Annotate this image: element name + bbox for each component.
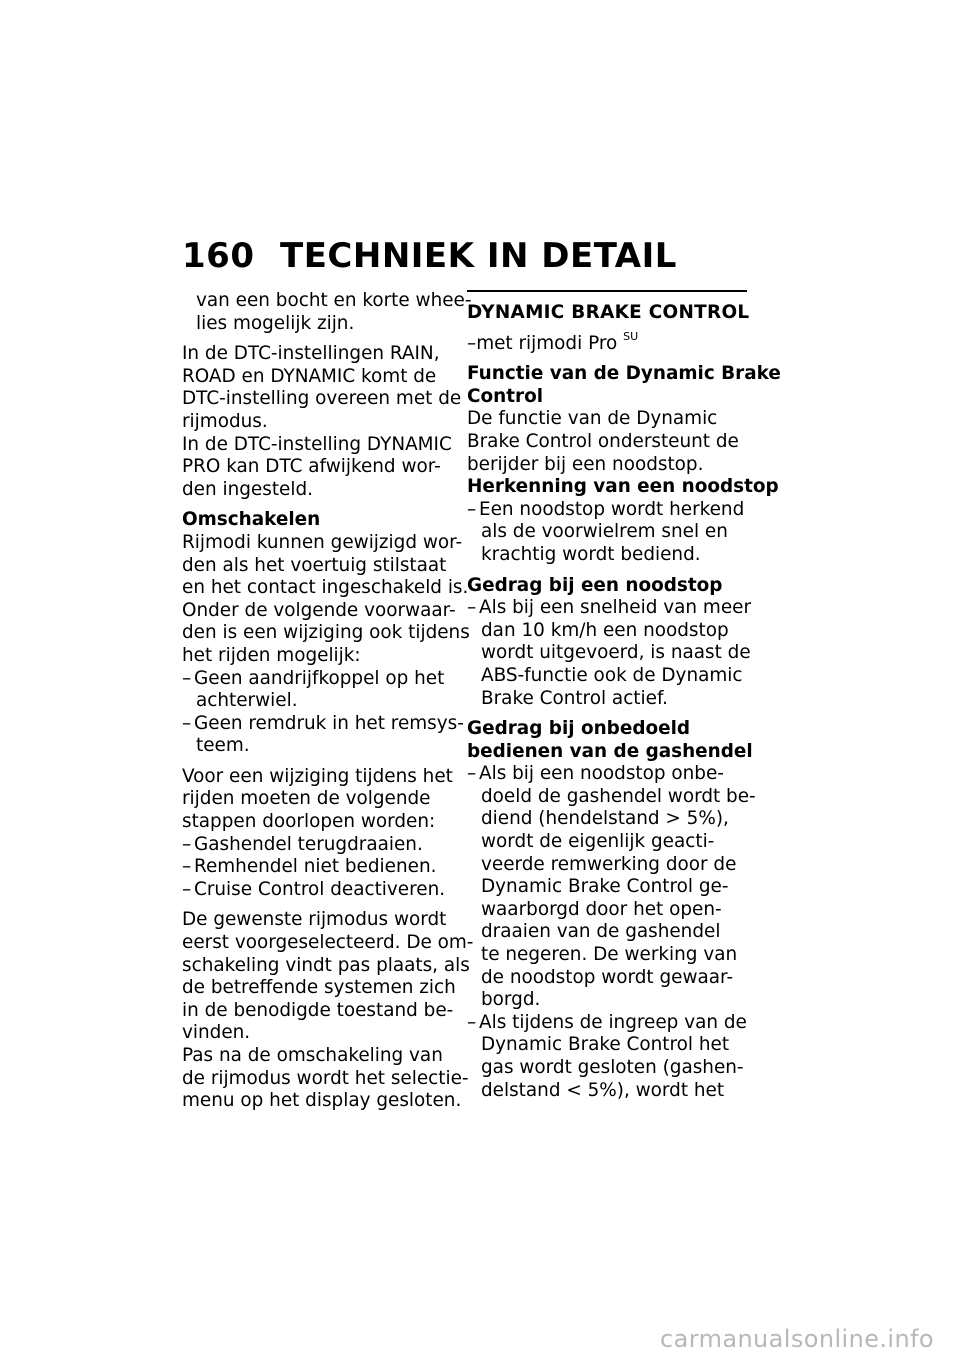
text-line: Rijmodi kunnen gewijzigd wor- xyxy=(182,531,463,553)
heading-functie: Functie van de Dynamic Brake xyxy=(467,363,781,385)
text-line: veerde remwerking door de xyxy=(481,853,737,875)
text-line: Remhendel niet bedienen. xyxy=(194,856,437,878)
text-line: Voor een wijziging tijdens het xyxy=(182,765,453,787)
text-line: Brake Control actief. xyxy=(481,687,668,709)
paragraph-switch-conditions xyxy=(182,531,470,668)
dash-marker: – xyxy=(467,1011,477,1033)
list-item xyxy=(467,763,756,1012)
text-line: Geen remdruk in het remsys- xyxy=(194,712,464,734)
text-line: dan 10 km/h een noodstop xyxy=(481,619,729,641)
text-line: te negeren. De werking van xyxy=(481,944,738,966)
text-line: Een noodstop wordt herkend xyxy=(479,498,745,520)
list-item xyxy=(467,1012,747,1102)
text-line: De gewenste rijmodus wordt xyxy=(182,909,447,931)
text-line: borgd. xyxy=(481,989,541,1011)
text-line: rijden moeten de volgende xyxy=(182,788,431,810)
continued-line: van een bocht en korte whee- xyxy=(196,290,472,311)
heading-onbedoeld: Gedrag bij onbedoeld xyxy=(467,718,691,740)
dash-marker: – xyxy=(182,667,192,689)
text-line: gas wordt gesloten (gashen- xyxy=(481,1057,744,1078)
dash-marker: – xyxy=(182,833,192,855)
right-column xyxy=(467,290,781,1102)
text-line: Cruise Control deactiveren. xyxy=(194,878,446,900)
text-line: eerst voorgeselecteerd. De om- xyxy=(182,932,474,954)
heading-functie: Control xyxy=(467,385,544,407)
text-line: teem. xyxy=(196,735,250,757)
dash-marker: – xyxy=(467,597,477,619)
list-item xyxy=(182,712,464,758)
text-line: Als tijdens de ingreep van de xyxy=(479,1011,747,1033)
text-line: het rijden mogelijk: xyxy=(182,644,361,666)
text-line: delstand < 5%), wordt het xyxy=(481,1079,725,1101)
text-line: PRO kan DTC afwijkend wor- xyxy=(182,456,441,478)
text-line: wordt uitgevoerd, is naast de xyxy=(481,642,751,664)
dash-marker: – xyxy=(467,332,477,354)
text-line: achterwiel. xyxy=(196,690,298,712)
text-line: Dynamic Brake Control ge- xyxy=(481,876,729,898)
dash-marker: – xyxy=(182,878,192,900)
text-line: als de voorwielrem snel en xyxy=(481,521,728,543)
text-line: Gashendel terugdraaien. xyxy=(194,833,423,855)
paragraph-dtc-dynamic-pro xyxy=(182,434,454,502)
text-line: wordt de eigenlijk geacti- xyxy=(481,831,715,853)
paragraph-steps-intro xyxy=(182,766,454,834)
text-line: Dynamic Brake Control het xyxy=(481,1034,730,1056)
list-item xyxy=(182,856,454,879)
text-line: krachtig wordt bediend. xyxy=(481,543,701,565)
text-line: Onder de volgende voorwaar- xyxy=(182,599,456,621)
text-line: Als bij een snelheid van meer xyxy=(479,597,752,619)
paragraph-dtc-modes xyxy=(182,343,462,433)
page-header xyxy=(182,236,677,276)
dash-marker: – xyxy=(467,763,477,785)
text-line: menu op het display gesloten. xyxy=(182,1090,462,1112)
text-line: doeld de gashendel wordt be- xyxy=(481,785,756,807)
list-item xyxy=(467,499,747,567)
text-line: den ingesteld. xyxy=(182,478,313,500)
text-line: De functie van de Dynamic xyxy=(467,408,718,430)
list-item xyxy=(182,668,454,713)
text-line: diend (hendelstand > 5%), xyxy=(481,808,729,830)
list-item xyxy=(467,597,752,710)
text-line: DTC-instelling overeen met de xyxy=(182,388,462,410)
su-superscript: SU xyxy=(623,329,639,343)
heading-omschakelen: Omschakelen xyxy=(182,509,321,531)
dash-marker: – xyxy=(182,712,192,734)
text-line: draaien van de gashendel xyxy=(481,921,721,943)
text-line: In de DTC-instellingen RAIN, xyxy=(182,343,440,365)
text-line: de betreffende systemen zich xyxy=(182,977,456,999)
paragraph-functie xyxy=(467,408,747,476)
text-line: in de benodigde toestand be- xyxy=(182,999,454,1021)
chapter-title: TECHNIEK IN DETAIL xyxy=(280,236,677,276)
text-line: de rijmodus wordt het selectie- xyxy=(182,1067,469,1089)
text-line: de noodstop wordt gewaar- xyxy=(481,966,734,988)
section-title: DYNAMIC BRAKE CONTROL xyxy=(467,290,747,333)
text-line: schakeling vindt pas plaats, als xyxy=(182,954,470,976)
mode-requirement xyxy=(467,329,747,356)
heading-gedrag-noodstop: Gedrag bij een noodstop xyxy=(467,574,723,596)
text-line: den is een wijziging ook tijdens xyxy=(182,622,470,644)
text-line: met rijmodi Pro xyxy=(476,332,618,354)
text-line: Geen aandrijfkoppel op het xyxy=(194,667,445,689)
heading-herkenning: Herkenning van een noodstop xyxy=(467,476,779,498)
list-item xyxy=(182,834,454,857)
list-item xyxy=(182,879,454,902)
text-line: berijder bij een noodstop. xyxy=(467,453,704,475)
text-line: ABS-functie ook de Dynamic xyxy=(481,664,743,686)
heading-onbedoeld: bedienen van de gashendel xyxy=(467,740,753,762)
text-line: Brake Control ondersteunt de xyxy=(467,430,739,452)
text-line: Als bij een noodstop onbe- xyxy=(479,763,724,785)
watermark: carmanualsonline.info xyxy=(660,1325,934,1353)
dash-marker: – xyxy=(182,856,192,878)
continued-line: lies mogelijk zijn. xyxy=(196,312,355,334)
text-line: den als het voertuig stilstaat xyxy=(182,554,447,576)
paragraph-menu-closed xyxy=(182,1045,469,1113)
text-line: In de DTC-instelling DYNAMIC xyxy=(182,433,452,455)
dash-marker: – xyxy=(467,498,477,520)
text-line: ROAD en DYNAMIC komt de xyxy=(182,365,437,387)
text-line: stappen doorlopen worden: xyxy=(182,811,436,833)
left-column xyxy=(182,290,474,1113)
paragraph-preselect xyxy=(182,909,474,1045)
page-number: 160 xyxy=(182,236,255,276)
text-line: waarborgd door het open- xyxy=(481,898,722,920)
text-line: Pas na de omschakeling van xyxy=(182,1045,443,1066)
text-line: vinden. xyxy=(182,1022,251,1044)
text-line: rijmodus. xyxy=(182,410,268,432)
text-line: en het contact ingeschakeld is. xyxy=(182,577,469,599)
